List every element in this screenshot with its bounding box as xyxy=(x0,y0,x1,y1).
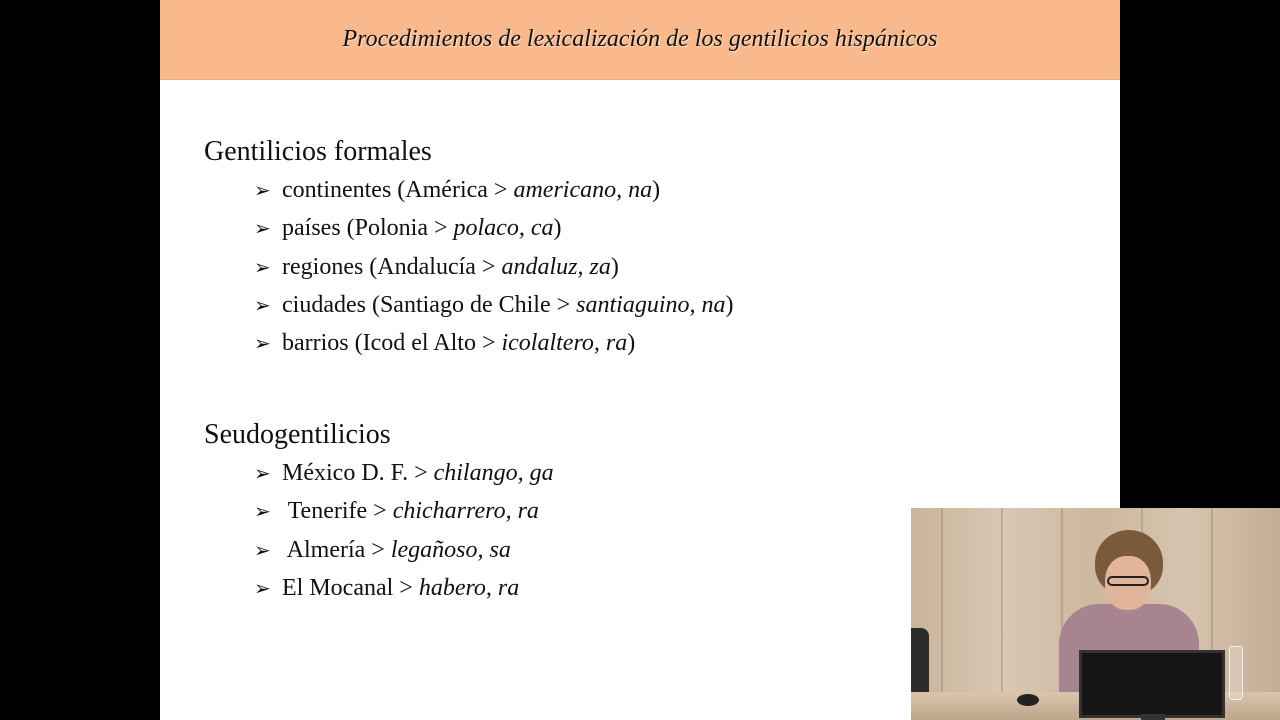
item-example: habero, ra xyxy=(418,574,520,601)
item-suffix: ) xyxy=(627,330,636,357)
item-text: países (Polonia > xyxy=(282,215,454,242)
item-text: México D. F. > xyxy=(282,460,434,486)
list-item xyxy=(254,492,554,530)
list-item xyxy=(254,454,554,492)
list-item xyxy=(254,248,733,286)
item-example: icolaltero, ra xyxy=(501,330,628,357)
arrow-bullet-icon: ➢ xyxy=(254,461,271,485)
section-gentilicios-formales xyxy=(204,135,733,362)
section-heading: Gentilicios formales xyxy=(204,136,432,167)
item-example: chilango, ga xyxy=(433,460,554,486)
section-seudogentilicios xyxy=(204,418,554,607)
arrow-bullet-icon: ➢ xyxy=(254,331,271,356)
item-suffix: ) xyxy=(725,291,734,318)
list-item xyxy=(254,324,733,362)
water-glass xyxy=(1229,646,1243,700)
arrow-bullet-icon: ➢ xyxy=(254,254,271,279)
list-item xyxy=(254,209,733,247)
list-item xyxy=(254,531,554,569)
item-suffix: ) xyxy=(553,215,562,242)
list-item xyxy=(254,171,733,209)
arrow-bullet-icon: ➢ xyxy=(254,575,271,600)
arrow-bullet-icon: ➢ xyxy=(254,292,271,317)
monitor xyxy=(1079,650,1225,718)
item-text: El Mocanal > xyxy=(282,574,419,601)
item-suffix: ) xyxy=(610,253,619,280)
bullet-list xyxy=(204,171,733,362)
section-heading: Seudogentilicios xyxy=(204,419,391,450)
item-example: americano, na xyxy=(513,177,653,203)
item-text: ciudades (Santiago de Chile > xyxy=(282,291,577,318)
item-text: continentes (América > xyxy=(282,177,514,203)
slide-title: Procedimientos de lexicalización de los gentilicios hispánicos xyxy=(342,26,938,52)
item-text: barrios (Icod el Alto > xyxy=(282,330,502,357)
item-text: regiones (Andalucía > xyxy=(282,253,502,280)
chair xyxy=(911,628,929,698)
item-suffix: ) xyxy=(652,177,661,203)
item-text: Almería > xyxy=(282,536,391,563)
item-example: polaco, ca xyxy=(453,215,554,242)
mouse-icon xyxy=(1017,694,1039,706)
arrow-bullet-icon: ➢ xyxy=(254,178,271,202)
arrow-bullet-icon: ➢ xyxy=(254,216,271,241)
arrow-bullet-icon: ➢ xyxy=(254,537,271,562)
bullet-list xyxy=(204,454,554,607)
slide-title-bar xyxy=(160,0,1120,80)
list-item xyxy=(254,286,733,324)
item-example: legañoso, sa xyxy=(390,536,511,563)
wall-panel-line xyxy=(941,508,943,720)
list-item xyxy=(254,569,554,607)
wall-panel-line xyxy=(1001,508,1003,720)
glasses-icon xyxy=(1107,576,1149,586)
monitor-stand xyxy=(1141,714,1165,720)
speaker-video-inset xyxy=(911,508,1280,720)
item-example: santiaguino, na xyxy=(576,291,726,318)
item-example: chicharrero, ra xyxy=(392,498,539,525)
item-text: Tenerife > xyxy=(282,498,393,525)
arrow-bullet-icon: ➢ xyxy=(254,499,271,524)
item-example: andaluz, za xyxy=(501,253,611,280)
